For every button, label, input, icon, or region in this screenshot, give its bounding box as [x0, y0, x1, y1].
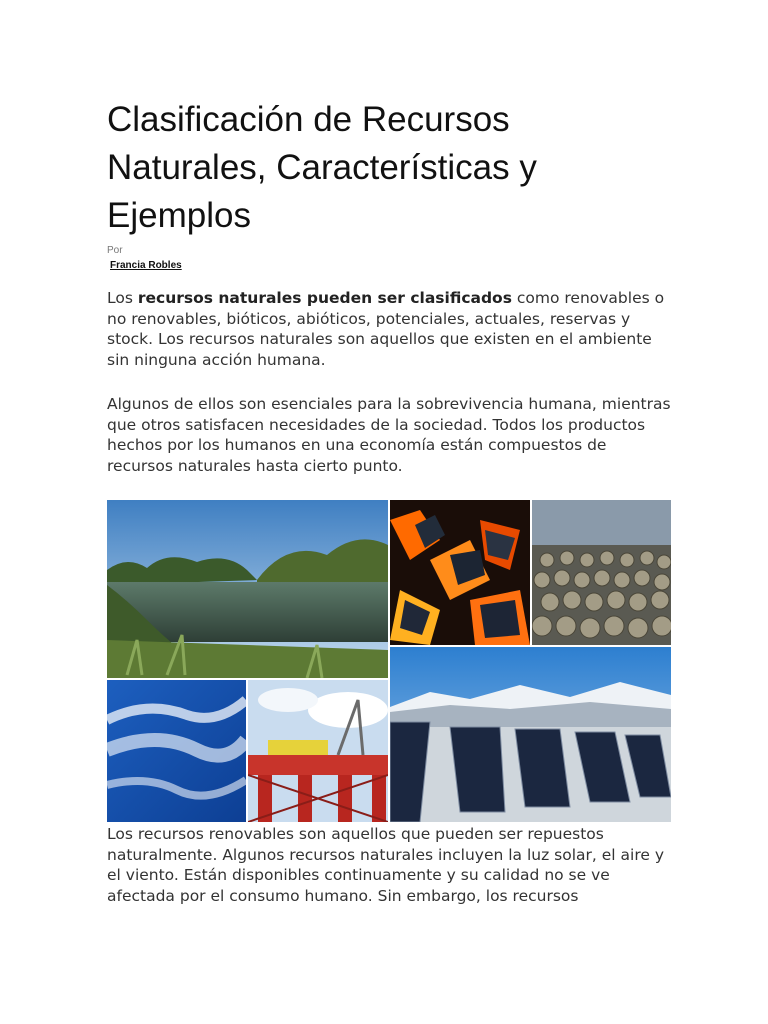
resources-collage: [107, 500, 671, 822]
solar-panels-image: [390, 647, 671, 822]
lake-forest-image: [107, 500, 388, 678]
paragraph-renewables: Los recursos renovables son aquellos que pueden ser repuestos naturalmente. Algunos recursos naturales incluyen la luz solar, el aire y el viento. Están disponibles continuamente y su calidad no se ve afectada por el consumo humano. Sin embargo, los recursos: [107, 825, 664, 905]
paragraph-second: Algunos de ellos son esenciales para la sobrevivencia humana, mientras que otros satisfacen necesidades de la sociedad. Todos los productos hechos por los humanos en una economía están compuestos de recursos naturales hasta cierto punto.: [107, 395, 671, 475]
author-link[interactable]: Francia Robles: [110, 260, 182, 271]
intro-text-start: Los: [107, 289, 138, 307]
paragraph-intro: [107, 288, 677, 370]
byline-label: Por: [107, 245, 123, 256]
burning-coal-image: [390, 500, 530, 645]
intro-bold-phrase: recursos naturales pueden ser clasificados: [137, 289, 512, 307]
oil-platform-image: [248, 680, 388, 822]
article-title: Clasificación de Recursos Naturales, Características y Ejemplos: [107, 100, 537, 235]
sky-clouds-image: [107, 680, 246, 822]
intro-text-end: como renovables o no renovables, bióticos, abióticos, potenciales, actuales, reservas y stock. Los recursos naturales son aquellos que existen en el ambiente sin ninguna acción humana.: [107, 289, 665, 369]
wood-logs-image: [532, 500, 671, 645]
